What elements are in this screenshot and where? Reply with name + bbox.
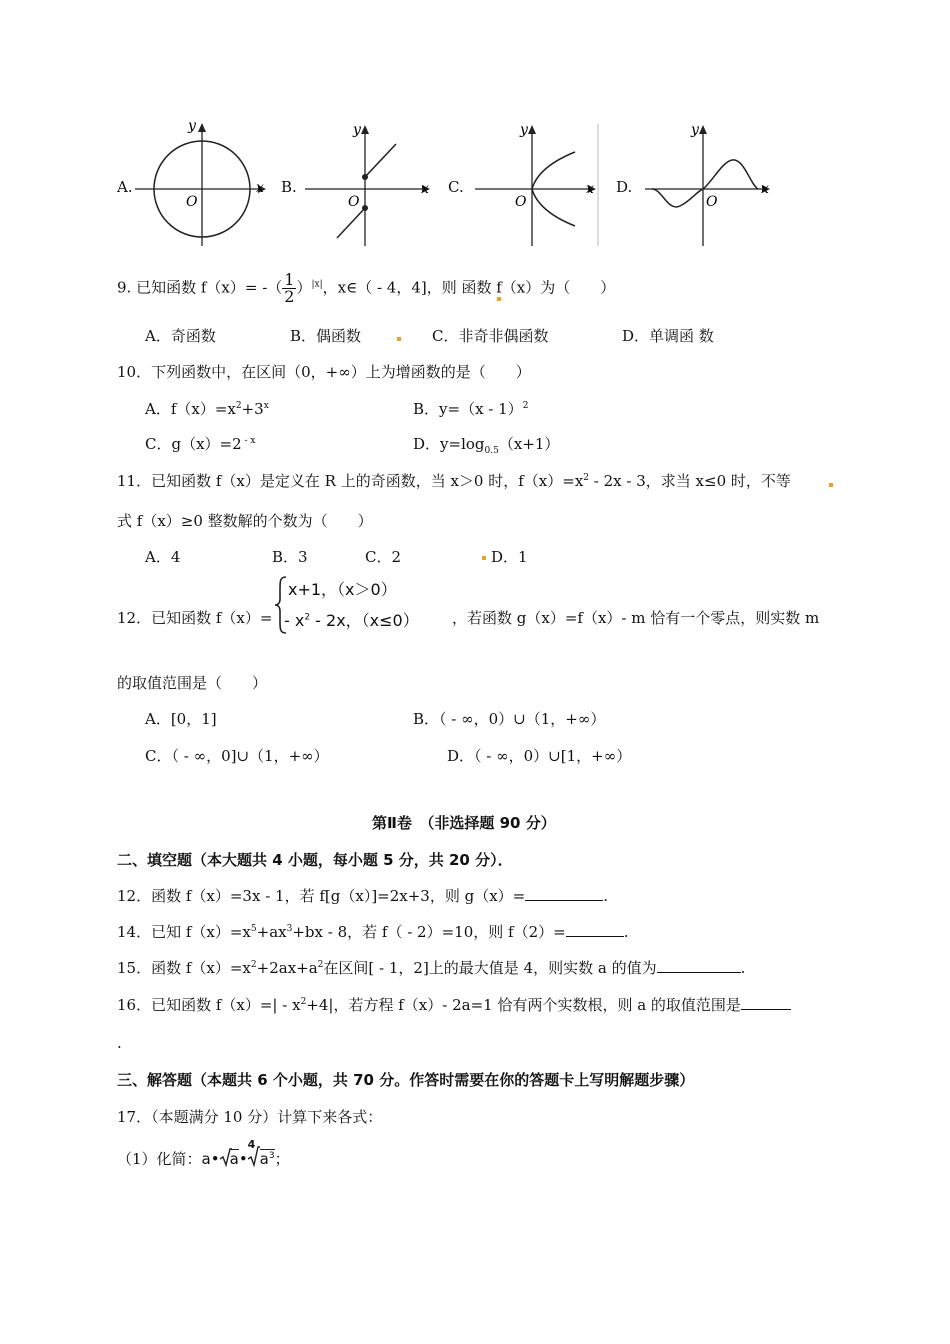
q9-frac-num: 1 bbox=[284, 270, 295, 289]
q12-option-c: C．（ - ∞，0]∪（1，+∞） bbox=[145, 747, 329, 765]
graph-a-x: x bbox=[256, 180, 264, 196]
graph-b-line bbox=[300, 120, 435, 248]
q9-suffix: ，x∈（ - 4，4]，则 函数 f（x）为（ ） bbox=[322, 278, 616, 297]
q17-part1: （1）化简：a• a• 4 $a^3$； bbox=[117, 1138, 290, 1168]
q16-end: . bbox=[117, 1034, 122, 1052]
graph-c-x: x bbox=[586, 181, 594, 197]
graph-d-label: D. bbox=[616, 178, 633, 196]
graph-c-o: O bbox=[515, 194, 527, 210]
graph-d-o: O bbox=[706, 194, 718, 210]
q10-option-a: A．$f(x)=x^2+3^x$ bbox=[145, 400, 269, 418]
q12-case2: - $x^2 - 2x$，（x≤0） bbox=[284, 611, 419, 630]
q12-case1: x+1，（x＞0） bbox=[288, 580, 397, 599]
graph-d-x: x bbox=[761, 181, 769, 197]
q12-option-a: A．[0，1] bbox=[145, 710, 217, 728]
q12-prefix: 12．已知函数 f（x）= bbox=[117, 609, 273, 627]
stray-mark bbox=[829, 483, 833, 487]
q11-option-c: C．2 bbox=[365, 548, 402, 566]
graph-d-y: y bbox=[691, 122, 699, 138]
q17-part1-label: （1）化简： bbox=[117, 1150, 202, 1168]
stray-mark bbox=[397, 337, 401, 341]
sqrt-a: a bbox=[220, 1150, 239, 1168]
answer-blank[interactable] bbox=[741, 995, 791, 1010]
answer-blank[interactable] bbox=[525, 886, 603, 901]
q9-exponent: |x| bbox=[311, 279, 323, 290]
q16-stem: 16．已知函数 $f(x)=| - x^2+4|$，若方程 f（x）- 2a=1 恰有两个实数根，则 a 的取值范围是 bbox=[117, 994, 791, 1015]
q10-option-d: D．$y=\log_{0.5}(x+1)$ bbox=[413, 435, 560, 456]
q9-prefix: 9. 已知函数 f（x）= -（ bbox=[117, 278, 283, 297]
q13-stem: 12．函数 f（x）=3x - 1，若 f[g（x）]=2x+3，则 g（x）= . bbox=[117, 887, 609, 905]
q9-option-a: A．奇函数 bbox=[145, 327, 216, 345]
q11-option-a: A．4 bbox=[145, 548, 181, 566]
section3-heading: 三、解答题（本题共 6 个小题，共 70 分。作答时需要在你的答题卡上写明解题步骤） bbox=[117, 1071, 695, 1089]
graph-a-y: y bbox=[188, 120, 196, 134]
q17-stem: 17．（本题满分 10 分）计算下来各式： bbox=[117, 1108, 383, 1126]
answer-blank[interactable] bbox=[657, 958, 741, 973]
radical-icon bbox=[220, 1148, 232, 1168]
graph-b-x: x bbox=[421, 181, 429, 197]
q11-stem-line1: 11．已知函数 f（x）是定义在 R 上的奇函数，当 x＞0 时，$f(x)=x^2 - 2x - 3$，求当 x≤0 时，不等 bbox=[117, 472, 791, 490]
q12-option-d: D．（ - ∞，0）∪[1，+∞） bbox=[447, 747, 632, 765]
q12-piecewise bbox=[274, 575, 450, 635]
part2-title: 第Ⅱ卷 （非选择题 90 分） bbox=[372, 814, 556, 832]
q11-stem-line2: 式 f（x）≥0 整数解的个数为（ ） bbox=[117, 512, 373, 530]
radical-icon bbox=[248, 1146, 260, 1168]
stray-mark bbox=[482, 556, 486, 560]
graph-a-circle bbox=[130, 120, 270, 248]
q9-stem: 9. 已知函数 f（x）= -（ $\frac{1}{2}$ ）$^{|x|}$，x∈（ - 4，4]，则 函数 f（x）为（ ） bbox=[117, 270, 616, 306]
q11-option-b: B．3 bbox=[272, 548, 308, 566]
q11-option-d: D．1 bbox=[491, 548, 528, 566]
graph-d-cubic bbox=[640, 120, 775, 248]
q12-suffix: ，若函数 g（x）=f（x）- m 恰有一个零点，则实数 m bbox=[452, 609, 820, 627]
q12-stem-line2: 的取值范围是（ ） bbox=[117, 674, 268, 692]
q10-option-c: C．g（x）=2 $^{- x}$ bbox=[145, 435, 256, 453]
q9-option-c: C．非奇非偶函数 bbox=[432, 327, 549, 345]
q15-stem: 15．函数 $f(x)=x^2+2ax+a^2$在区间[ - 1，2]上的最大值是 4，则实数 a 的值为 . bbox=[117, 959, 746, 977]
graph-c-y: y bbox=[520, 122, 528, 138]
graph-b-y: y bbox=[353, 122, 361, 138]
q14-stem: 14．已知 $f(x)=x^5+ax^3+bx - 8$，若 f（ - 2）=10，则 f（2）= . bbox=[117, 923, 629, 941]
answer-blank[interactable] bbox=[566, 922, 624, 937]
section2-heading: 二、填空题（本大题共 4 小题，每小题 5 分，共 20 分）． bbox=[117, 851, 513, 869]
q10-stem: 10．下列函数中，在区间（0，+∞）上为增函数的是（ ） bbox=[117, 363, 531, 381]
graph-c-label: C. bbox=[448, 178, 464, 196]
q12-option-b: B．（ - ∞，0）∪（1，+∞） bbox=[413, 710, 606, 728]
graph-c-parabola bbox=[470, 120, 600, 248]
graph-a-label: A. bbox=[117, 178, 133, 196]
graph-b-label: B. bbox=[281, 178, 297, 196]
graph-a-o: O bbox=[186, 194, 198, 210]
q9-option-b: B．偶函数 bbox=[290, 327, 362, 345]
q9-fraction bbox=[282, 272, 296, 305]
stray-mark bbox=[497, 297, 501, 301]
q9-frac-den: 2 bbox=[284, 287, 295, 306]
fourth-root-a3: 4 $a^3$ bbox=[247, 1138, 275, 1168]
q9-option-d: D．单调函 数 bbox=[622, 327, 714, 345]
q10-option-b: B．y=（x - 1）$^2$ bbox=[413, 400, 529, 418]
graph-b-o: O bbox=[348, 194, 360, 210]
